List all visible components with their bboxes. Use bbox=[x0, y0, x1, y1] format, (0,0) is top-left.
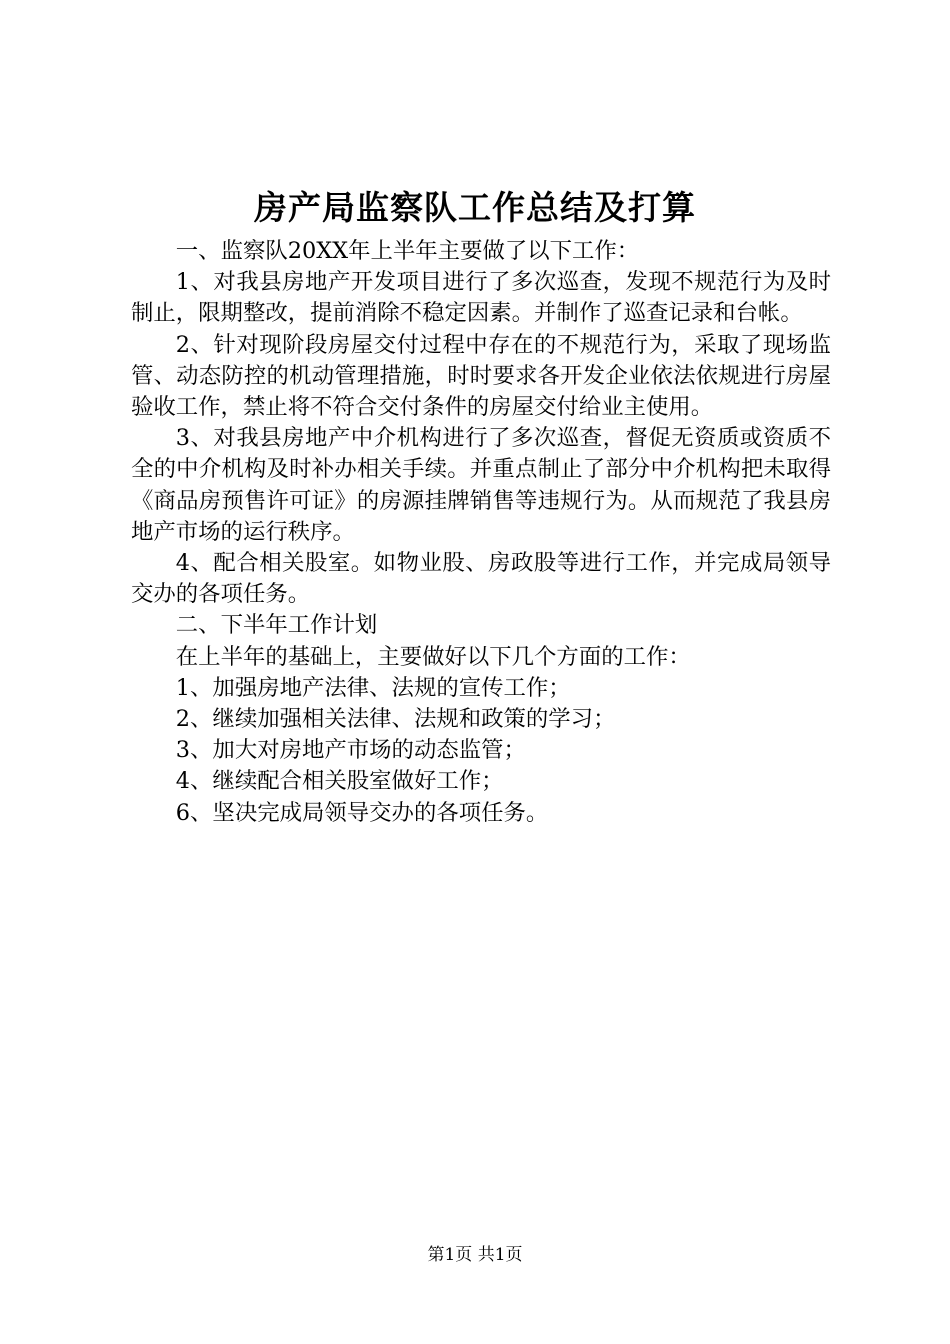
plan-item-4: 4、继续配合相关股室做好工作； bbox=[175, 768, 504, 795]
plan-item-3: 3、加大对房地产市场的动态监管； bbox=[175, 737, 526, 764]
paragraph-item-1: 1、对我县房地产开发项目进行了多次巡查，发现不规范行为及时制止，限期整改，提前消除不稳定因素。并制作了巡查记录和台帐。 bbox=[131, 269, 831, 327]
plan-item-1: 1、加强房地产法律、法规的宣传工作； bbox=[175, 674, 571, 701]
paragraph-item-2: 2、针对现阶段房屋交付过程中存在的不规范行为，采取了现场监管、动态防控的机动管理措施，时时要求各开发企业依法依规进行房屋验收工作，禁止将不符合交付条件的房屋交付给业主使用。 bbox=[131, 331, 831, 421]
paragraph-item-4: 4、配合相关股室。如物业股、房政股等进行工作，并完成局领导交办的各项任务。 bbox=[131, 550, 831, 608]
document-title: 房产局监察队工作总结及打算 bbox=[254, 188, 696, 227]
document-body bbox=[131, 236, 831, 829]
plan-intro: 在上半年的基础上，主要做好以下几个方面的工作： bbox=[175, 643, 691, 670]
section-heading-second-half: 二、下半年工作计划 bbox=[175, 612, 378, 639]
plan-item-2: 2、继续加强相关法律、法规和政策的学习； bbox=[175, 706, 616, 733]
plan-item-6: 6、坚决完成局领导交办的各项任务。 bbox=[175, 799, 549, 826]
page-number-footer: 第1页 共1页 bbox=[427, 1245, 523, 1265]
paragraph-item-3: 3、对我县房地产中介机构进行了多次巡查，督促无资质或资质不全的中介机构及时补办相关手续。并重点制止了部分中介机构把未取得《商品房预售许可证》的房源挂牌销售等违规行为。从而规范了我县房地产市场的运行秩序。 bbox=[131, 425, 831, 545]
section-heading-first-half: 一、监察队20XX年上半年主要做了以下工作： bbox=[175, 238, 640, 264]
